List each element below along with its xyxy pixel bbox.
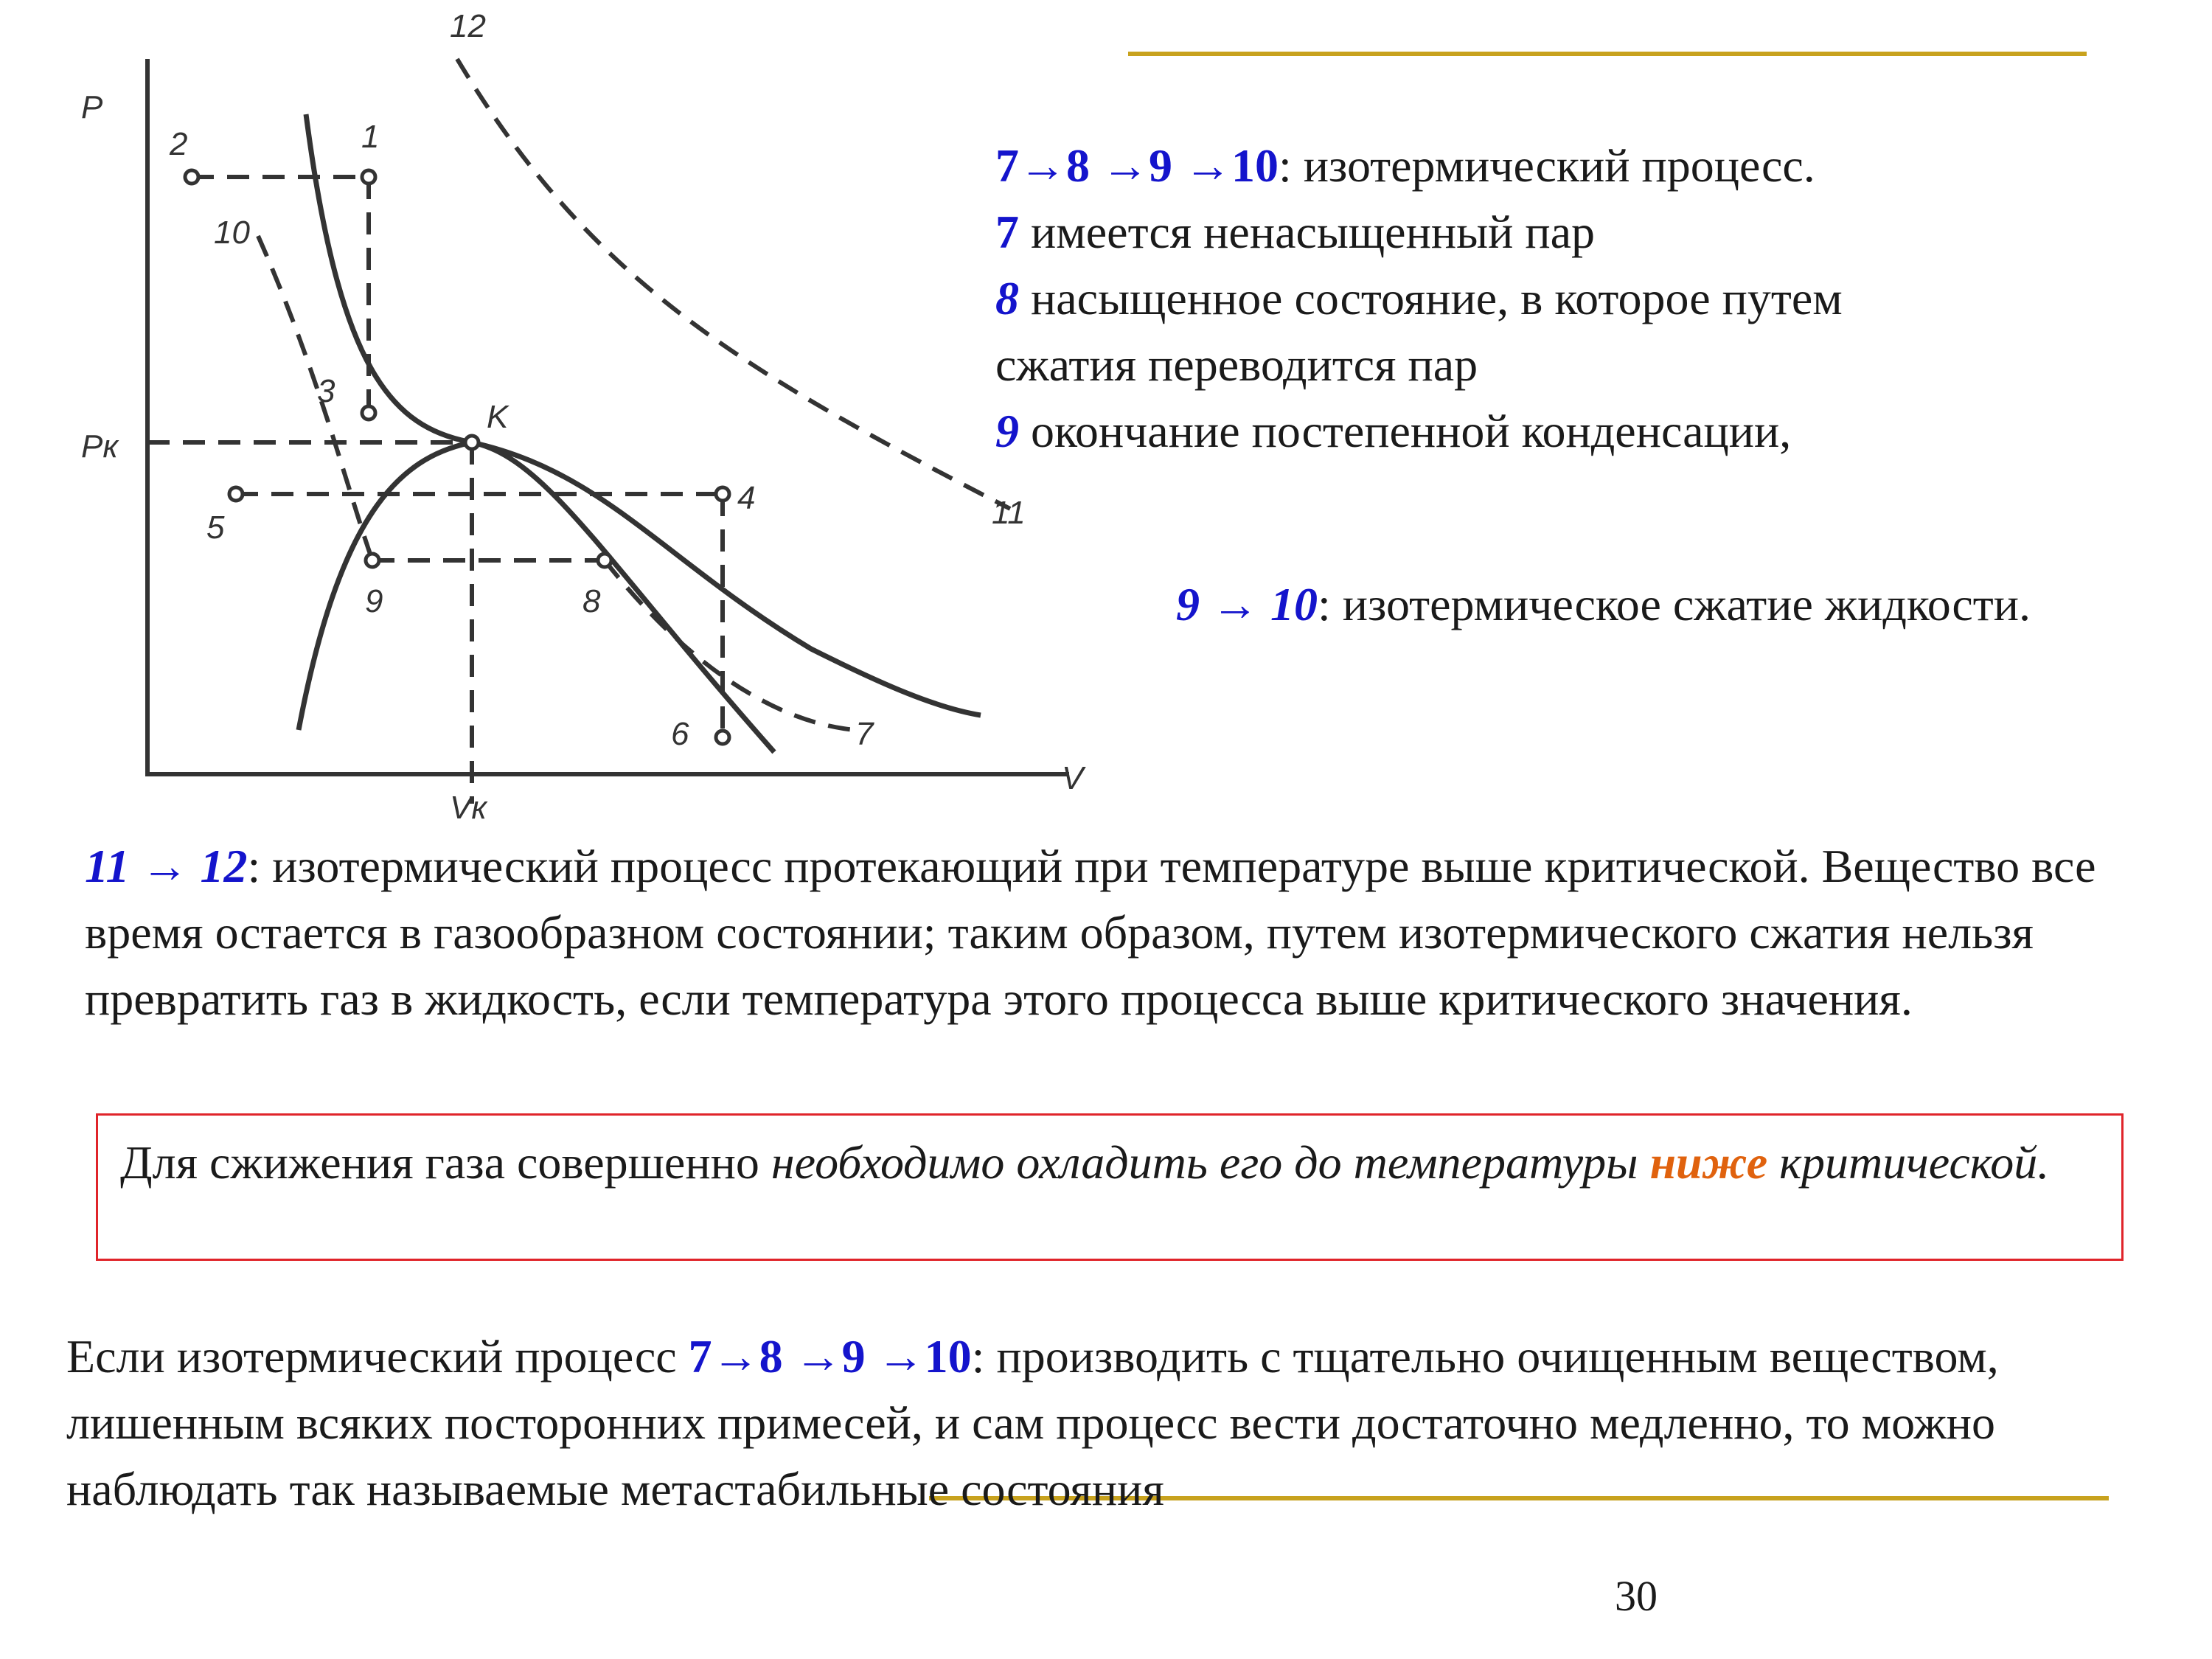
callout-box: [96, 1113, 2124, 1261]
text-line-1: [995, 133, 1815, 199]
text-line-5: [995, 398, 1791, 465]
label-9: 9: [365, 583, 383, 619]
line-4-text: сжатия переводится пар: [995, 338, 1478, 391]
paragraph-metastable-text: : производить с тщательно очищенным веществом, лишенным всяких посторонних примесей, и сам процесс вести достаточно медленно, то можно наблюдать так называемые метастабильные состояния: [66, 1330, 1999, 1515]
pv-diagram-svg: [74, 0, 1128, 826]
sequence-7-8-9-10: 7→8 →9 →10: [995, 139, 1279, 192]
label-11: 11: [992, 495, 1026, 531]
axis-label-v: V: [1062, 760, 1084, 796]
number-9: 9: [995, 405, 1019, 457]
text-line-2: [995, 199, 1595, 265]
label-2: 2: [170, 126, 188, 162]
sequence-9-10: 9 → 10: [1176, 578, 1318, 630]
label-10: 10: [214, 215, 250, 251]
sequence-7-8-9-10-bottom: 7→8 →9 →10: [688, 1330, 972, 1382]
label-12: 12: [450, 8, 486, 44]
text-line-4: [995, 332, 1478, 398]
critical-isotherm: [306, 114, 981, 715]
line-1-text: : изотермический процесс.: [1279, 139, 1815, 192]
text-line-6: [1176, 571, 2031, 638]
label-8: 8: [582, 583, 601, 619]
label-4: 4: [737, 480, 756, 516]
label-3: 3: [317, 373, 335, 409]
axes: [147, 59, 1069, 774]
callout-italic-end: критической.: [1767, 1136, 2050, 1189]
paragraph-11-12: [85, 833, 2149, 1032]
callout-normal: Для сжижения газа совершенно: [120, 1136, 771, 1189]
number-7: 7: [995, 206, 1019, 258]
label-7: 7: [855, 716, 874, 752]
line-2-text: имеется ненасыщенный пар: [1019, 206, 1595, 258]
text-line-3: [995, 265, 1843, 332]
line-3-text: насыщенное состояние, в которое путем: [1019, 272, 1843, 324]
isotherm-11-12: [457, 59, 1010, 509]
line-6-text: : изотермическое сжатие жидкости.: [1318, 578, 2031, 630]
paragraph-metastable-prefix: Если изотермический процесс: [66, 1330, 689, 1382]
callout-italic: необходимо охладить его до температуры: [771, 1136, 1650, 1189]
pv-isotherm-diagram: [74, 0, 1128, 826]
axis-label-p: P: [81, 89, 103, 125]
paragraph-metastable: [66, 1324, 2101, 1523]
sequence-11-12: 11 → 12: [85, 840, 248, 892]
paragraph-11-12-text: : изотермический процесс протекающий при температуре выше критической. Вещество все время остается в газообразном состоянии; таким образом, путем изотермического сжатия нельзя превратить газ в жидкость, если температура этого процесса выше критического значения.: [85, 840, 2096, 1025]
number-8: 8: [995, 272, 1019, 324]
label-1: 1: [361, 119, 380, 155]
line-5-text: окончание постепенной конденсации,: [1019, 405, 1792, 457]
label-6: 6: [671, 716, 689, 752]
callout-highlight: ниже: [1649, 1136, 1768, 1189]
axis-label-pk: Pк: [81, 428, 119, 465]
label-5: 5: [206, 509, 225, 546]
dashed-10-9: [258, 236, 372, 560]
axis-label-vk: Vк: [450, 790, 487, 826]
page-number: 30: [1615, 1572, 1658, 1620]
label-k: K: [487, 399, 509, 435]
top-decorative-rule: [1128, 52, 2087, 56]
